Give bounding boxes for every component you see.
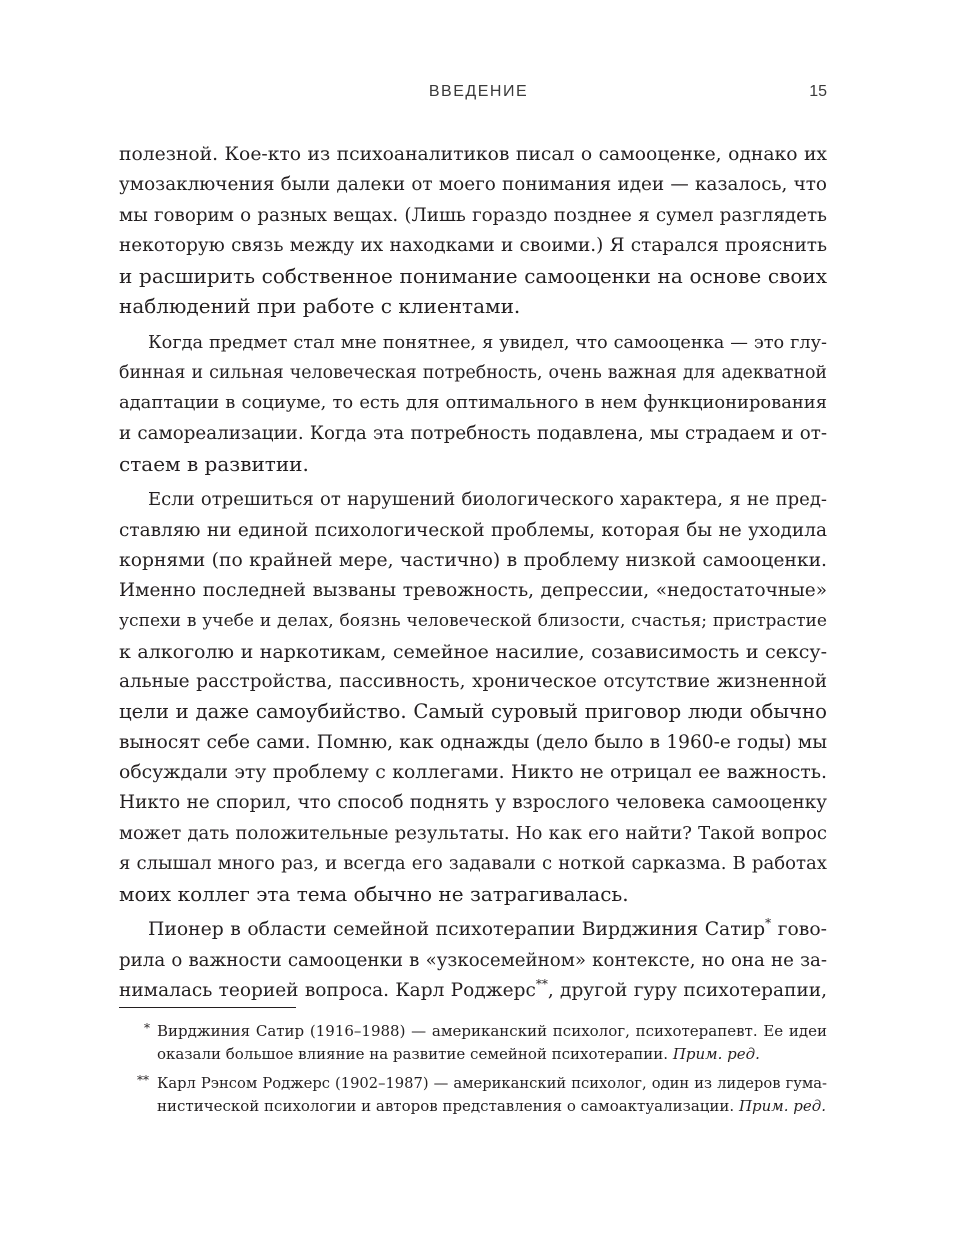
footnote-line: Вирджиния Сатир (1916–1988) — американский психолог, психотерапевт. Ее идеи [157,1022,827,1040]
footnote-separator [119,1007,296,1008]
text-line: мы говорим о разных вещах. (Лишь гораздо позднее я сумел разглядеть [119,204,827,226]
footnote-ref[interactable]: * [765,916,772,931]
text-line: адаптации в социуме, то есть для оптимального в нем функционирования [119,392,827,414]
text-fragment: гово- [771,919,827,941]
text-line: выносят себе сами. Помню, как однажды (дело было в 1960-е годы) мы [119,731,827,753]
text-line: наблюдений при работе с клиентами. [119,294,521,319]
text-line: и самореализации. Когда эта потребность подавлена, мы страдаем и от- [119,422,827,444]
footnote-mark: * [144,1021,150,1035]
text-line: Никто не спорил, что способ поднять у взрослого человека самооценку [119,792,827,814]
text-fragment: нималась теорией вопроса. Карл Роджерс [119,980,536,1002]
paragraph-4 [119,915,827,1006]
text-line: ставляю ни единой психологической проблемы, которая бы не уходила [119,519,827,541]
footnote-line [119,1095,827,1118]
footnote-mark: ** [137,1073,149,1087]
text-line: стаем в развитии. [119,451,309,476]
text-line: бинная и сильная человеческая потребность, очень важная для адекватной [119,363,827,384]
text-line: обсуждали эту проблему с коллегами. Никто не отрицал ее важность. [119,761,827,783]
page-number: 15 [809,83,827,100]
running-title: ВВЕДЕНИЕ [428,83,529,100]
text-line [119,915,827,945]
editor-note: Прим. ред. [738,1097,827,1115]
running-head [0,83,957,107]
text-line: некоторую связь между их находками и своими.) Я старался прояснить [119,234,827,256]
paragraph-2 [119,328,827,479]
text-line: рила о важности самооценки в «узкосемейном» контексте, но она не за- [119,949,827,971]
paragraph-1 [119,140,827,322]
text-line: Когда предмет стал мне понятнее, я увидел, что самооценка — это глу- [148,332,827,353]
paragraph-3 [119,485,827,909]
footnote [119,1072,827,1118]
text-line: полезной. Кое-кто из психоаналитиков писал о самооценке, однако их [119,144,827,165]
text-line: и расширить собственное понимание самооценки на основе своих [119,264,827,289]
text-line: я слышал много раз, и всегда его задавали с ноткой сарказма. В работах [119,852,827,874]
text-line: умозаключения были далеки от моего понимания идеи — казалось, что [119,174,827,196]
body-text [119,140,827,1006]
footnotes [119,1020,827,1118]
text-line: цели и даже самоубийство. Самый суровый приговор люди обычно [119,700,827,724]
text-line: корнями (по крайней мере, частично) в проблему низкой самооценки. [119,549,827,571]
text-line: успехи в учебе и делах, боязнь человеческой близости, счастья; пристрастие [119,611,827,632]
footnote [119,1020,827,1066]
text-line: Именно последней вызваны тревожность, депрессии, «недостаточные» [119,580,827,602]
footnote-line [119,1043,827,1066]
text-line [119,976,827,1006]
text-line: Если отрешиться от нарушений биологического характера, я не пред- [148,489,827,511]
text-line: к алкоголю и наркотикам, семейное насилие, созависимость и сексу- [119,640,827,663]
editor-note: Прим. ред. [672,1045,760,1063]
footnote-line: Карл Рэнсом Роджерс (1902–1987) — американский психолог, один из лидеров гума- [157,1075,827,1092]
text-fragment: , другой гуру психотерапии, [547,980,827,1002]
footnote-ref[interactable]: ** [535,977,548,992]
text-fragment: Пионер в области семейной психотерапии Вирджиния Сатир [148,919,766,941]
footnote-text: оказали большое влияние на развитие семейной психотерапии. [157,1045,669,1063]
text-line: моих коллег эта тема обычно не затрагивалась. [119,882,629,907]
text-line: альные расстройства, пассивность, хроническое отсутствие жизненной [119,671,827,693]
footnote-text: нистической психологии и авторов представления о самоактуализации. [157,1097,735,1115]
text-line: может дать положительные результаты. Но как его найти? Такой вопрос [119,822,827,844]
